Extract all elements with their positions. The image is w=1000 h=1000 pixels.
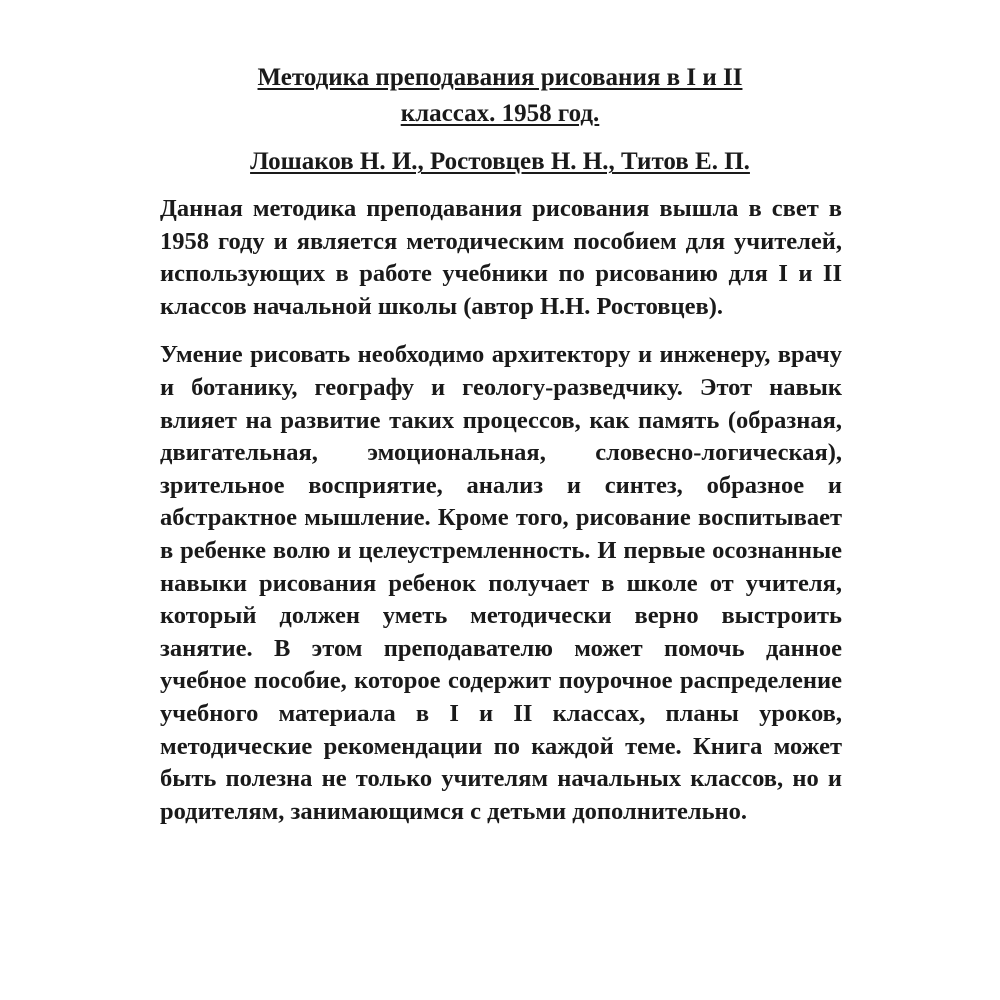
paragraph-description: Умение рисовать необходимо архитектору и инженеру, врачу и ботанику, географу и геологу-разведчику. Этот навык влияет на развитие таких процессов, как память (образная, двигательная, эмоциональная, словесно-логическая), зрительное восприятие, анализ и синтез, образное и абстрактное мышление. Кроме того, рисование воспитывает в ребенке волю и целеустремленность. И первые осознанные навыки рисования ребенок получает в школе от учителя, который должен уметь методически верно выстроить занятие. В этом преподавателю может помочь данное учебное пособие, которое содержит поурочное распределение учебного материала в I и II классах, планы уроков, методические рекомендации по каждой теме. Книга может быть полезна не только учителям начальных классов, но и родителям, занимающимся с детьми дополнительно. — [160, 341, 842, 825]
authors-line: Лошаков Н. И., Ростовцев Н. Н., Титов Е. П. — [250, 148, 750, 175]
document-header — [160, 60, 840, 180]
paragraph-intro: Данная методика преподавания рисования вышла в свет в 1958 году и является методическим пособием для учителей, использующих в работе учебники по рисованию для I и II классов начальной школы (автор Н.Н. Ростовцев). — [160, 195, 842, 320]
title-line-2: классах. 1958 год. — [400, 100, 600, 127]
document-body — [160, 193, 842, 828]
title-line-1: Методика преподавания рисования в I и II — [257, 64, 743, 91]
